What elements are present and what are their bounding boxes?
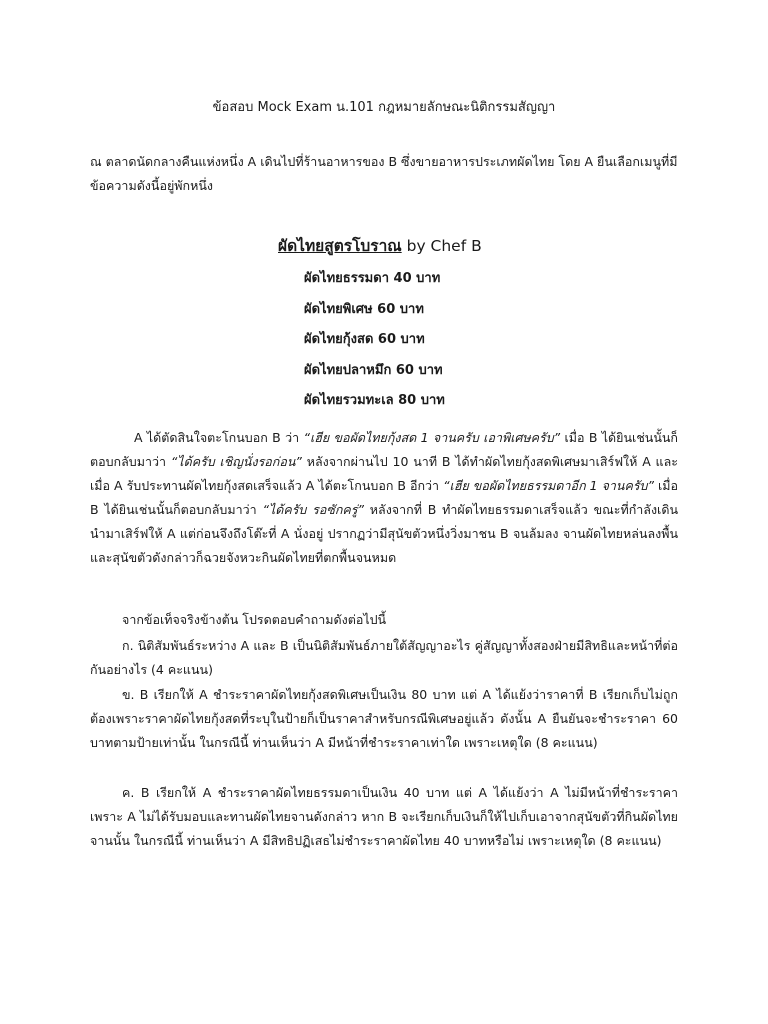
- story-text: หลังจากผ่านไป 10 นาที B ได้ทำผัดไทยกุ้งสดพิเศษมาเสิร์ฟให้ A และเมื่อ A รับประทานผัดไทยกุ้งสดเสร็จแล้ว A ได้ตะโกนบอก B อีกว่า: [90, 454, 678, 493]
- intro-paragraph: ณ ตลาดนัดกลางคืนแห่งหนึ่ง A เดินไปที่ร้านอาหารของ B ซึ่งขายอาหารประเภทผัดไทย โดย A ยืนเลือกเมนูที่มีข้อความดังนี้อยู่พักหนึ่ง: [90, 154, 678, 193]
- menu-block: [278, 232, 678, 417]
- story-text: เมื่อ B ได้ยินเช่นนั้นก็ตอบกลับมาว่า: [90, 478, 678, 517]
- story-quote: “ได้ครับ รอซักครู่”: [262, 502, 364, 517]
- story-text: A ได้ตัดสินใจตะโกนบอก B ว่า: [134, 430, 304, 445]
- menu-title: [278, 232, 678, 260]
- menu-item: ผัดไทยปลาหมึก 60 บาท: [304, 362, 443, 378]
- menu-item: ผัดไทยกุ้งสด 60 บาท: [304, 332, 425, 347]
- story-text: หลังจากที่ B ทำผัดไทยธรรมดาเสร็จแล้ว ขณะที่กำลังเดินนำมาเสิร์ฟให้ A แต่ก่อนจึงถึงโต๊ะที่ A นั่งอยู่ ปรากฏว่ามีสุนัขตัวหนึ่งวิ่งมาชน B จนล้มลง จานผัดไทยหล่นลงพื้นและสุนัขตัวดังกล่าวก็ฉวยจังหวะกินผัดไทยที่ตกพื้นจนหมด: [90, 502, 678, 565]
- document-title: ข้อสอบ Mock Exam น.101 กฎหมายลักษณะนิติกรรมสัญญา: [212, 100, 556, 115]
- menu-item: ผัดไทยพิเศษ 60 บาท: [304, 301, 424, 317]
- menu-name: ผัดไทยสูตรโบราณ: [278, 237, 402, 255]
- question-a: ก. นิติสัมพันธ์ระหว่าง A และ B เป็นนิติสัมพันธ์ภายใต้สัญญาอะไร คู่สัญญาทั้งสองฝ่ายมีสิทธิและหน้าที่ต่อกันอย่างไร (4 คะแนน): [90, 638, 678, 677]
- story-quote: “ได้ครับ เชิญนั่งรอก่อน”: [170, 454, 302, 469]
- story-quote: “เฮีย ขอผัดไทยกุ้งสด 1 จานครับ เอาพิเศษครับ”: [303, 430, 561, 445]
- menu-list: [278, 264, 678, 417]
- questions-lead: จากข้อเท็จจริงข้างต้น โปรดตอบคำถามดังต่อไปนี้: [122, 612, 387, 627]
- question-c: ค. B เรียกให้ A ชำระราคาผัดไทยธรรมดาเป็นเงิน 40 บาท แต่ A ได้แย้งว่า A ไม่มีหน้าที่ชำระราคาเพราะ A ไม่ได้รับมอบและทานผัดไทยจานดังกล่าว หาก B จะเรียกเก็บเงินก็ให้ไปเก็บเอาจากสุนัขตัวที่กินผัดไทยจานนั้น ในกรณีนี้ ท่านเห็นว่า A มีสิทธิปฏิเสธไม่ชำระราคาผัดไทย 40 บาทหรือไม่ เพราะเหตุใด (8 คะแนน): [90, 785, 678, 848]
- menu-chef: by Chef B: [401, 237, 482, 255]
- question-b: ข. B เรียกให้ A ชำระราคาผัดไทยกุ้งสดพิเศษเป็นเงิน 80 บาท แต่ A ได้แย้งว่าราคาที่ B เรียกเก็บไม่ถูกต้องเพราะราคาผัดไทยกุ้งสดที่ระบุในป้ายก็เป็นราคาสำหรับกรณีพิเศษอยู่แล้ว ดังนั้น A ยืนยันจะชำระราคา 60 บาทตามป้ายเท่านั้น ในกรณีนี้ ท่านเห็นว่า A มีหน้าที่ชำระราคาเท่าใด เพราะเหตุใด (8 คะแนน): [90, 687, 678, 750]
- menu-item: ผัดไทยธรรมดา 40 บาท: [304, 271, 441, 286]
- story-quote: “เฮีย ขอผัดไทยธรรมดาอีก 1 จานครับ”: [443, 478, 654, 493]
- story-text: เมื่อ B ได้ยินเช่นนั้นก็ตอบกลับมาว่า: [90, 430, 679, 469]
- menu-item: ผัดไทยรวมทะเล 80 บาท: [304, 393, 445, 408]
- story-paragraph: [90, 426, 678, 570]
